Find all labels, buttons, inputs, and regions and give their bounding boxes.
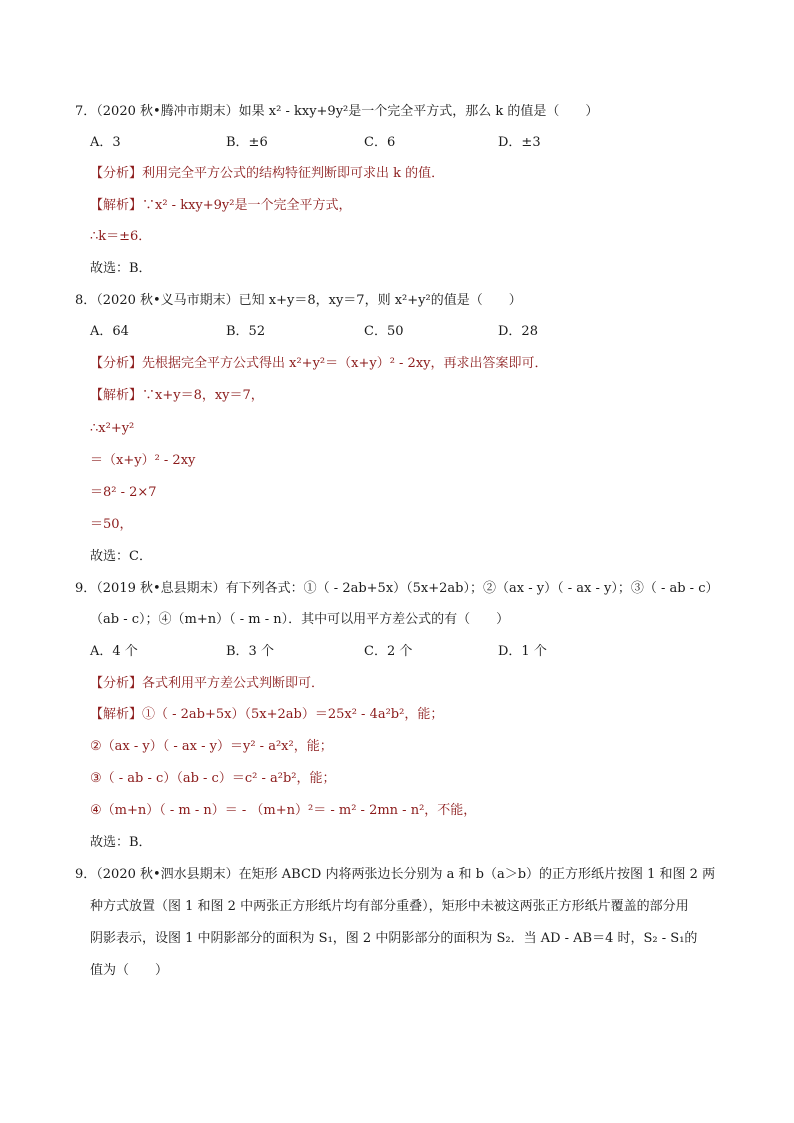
q9b-stem-line: 阴影表示，设图 1 中阴影部分的面积为 S₁，图 2 中阴影部分的面积为 S₂．当 AD - AB＝4 时，S₂ - S₁的 <box>90 931 698 946</box>
q7-analysis: 【分析】利用完全平方公式的结构特征判断即可求出 k 的值． <box>90 166 445 181</box>
q7-solution-line: 【解析】∵x² - kxy+9y²是一个完全平方式， <box>90 198 352 213</box>
q8-option-a: A．64 <box>90 324 129 339</box>
q9a-option-d: D．1 个 <box>498 644 547 659</box>
q7-answer: 故选：B． <box>90 261 152 276</box>
q9a-analysis: 【分析】各式利用平方差公式判断即可． <box>90 676 325 691</box>
q9a-solution-line: ②（ax - y）（ - ax - y）＝y² - a²x²，能； <box>90 739 333 754</box>
q7-option-b: B．±6 <box>226 135 268 150</box>
q9a-option-c: C．2 个 <box>364 644 413 659</box>
q9a-solution-line: ③（ - ab - c）（ab - c）＝c² - a²b²，能； <box>90 771 336 786</box>
q7-option-a: A．3 <box>90 135 121 150</box>
q8-option-d: D．28 <box>498 324 538 339</box>
q9a-option-b: B．3 个 <box>226 644 274 659</box>
q8-answer: 故选：C． <box>90 549 152 564</box>
q7-solution-line: ∴k＝±6． <box>90 229 152 244</box>
q8-solution-line: ＝8² - 2×7 <box>90 485 157 500</box>
q9b-stem-line: 9．（2020 秋•泗水县期末）在矩形 ABCD 内将两张边长分别为 a 和 b（a＞b）的正方形纸片按图 1 和图 2 两 <box>75 867 716 882</box>
q8-option-c: C．50 <box>364 324 404 339</box>
q9a-stem-line2: （ab - c）；④（m+n）（ - m - n）．其中可以用平方差公式的有（ ） <box>90 612 510 627</box>
q8-solution-line: 【解析】∵x+y＝8，xy＝7， <box>90 388 264 403</box>
q9a-solution-line: ④（m+n）（ - m - n）＝ - （m+n）²＝ - m² - 2mn - n²，不能， <box>90 803 477 818</box>
q8-solution-line: ＝（x+y）² - 2xy <box>90 453 196 468</box>
q9a-answer: 故选：B． <box>90 835 152 850</box>
q9a-solution-line: 【解析】①（ - 2ab+5x）（5x+2ab）＝25x² - 4a²b²，能； <box>90 707 444 722</box>
q8-option-b: B．52 <box>226 324 266 339</box>
q7-option-c: C．6 <box>364 135 396 150</box>
q9a-stem-line1: 9．（2019 秋•息县期末）有下列各式：①（ - 2ab+5x）（5x+2ab）；②（ax - y）（ - ax - y）；③（ - ab - c） <box>75 581 719 596</box>
q9b-stem-line: 种方式放置（图 1 和图 2 中两张正方形纸片均有部分重叠），矩形中未被这两张正方形纸片覆盖的部分用 <box>90 899 689 914</box>
q7-option-d: D．±3 <box>498 135 541 150</box>
q9b-stem-line: 值为（ ） <box>90 963 169 978</box>
q8-analysis: 【分析】先根据完全平方公式得出 x²+y²＝（x+y）² - 2xy，再求出答案即可． <box>90 356 548 371</box>
q8-solution-line: ＝50， <box>90 517 133 532</box>
q8-solution-line: ∴x²+y² <box>90 421 135 436</box>
q8-stem: 8．（2020 秋•义马市期末）已知 x+y＝8，xy＝7，则 x²+y²的值是（ ） <box>75 293 522 308</box>
q7-stem: 7．（2020 秋•腾冲市期末）如果 x² - kxy+9y²是一个完全平方式，那么 k 的值是（ ） <box>75 104 599 119</box>
q9a-option-a: A．4 个 <box>90 644 138 659</box>
